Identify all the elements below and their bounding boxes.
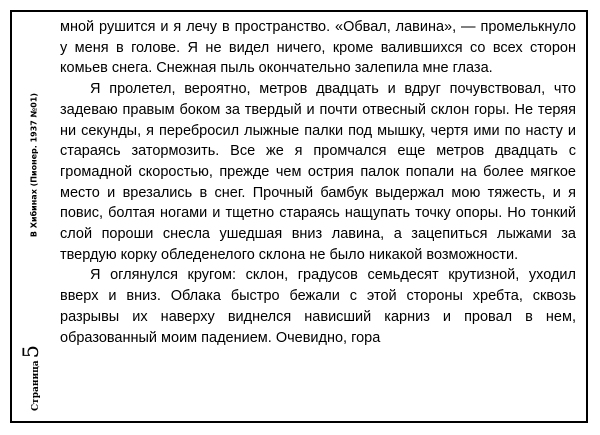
page-frame [10, 10, 588, 423]
page-label [19, 345, 43, 411]
paragraph-continuation: мной рушится и я лечу в пространство. «Обвал, лавина», — промелькнуло у меня в голове. Я не видел ничего, кроме валившихся со всех сторон комьев снега. Снежная пыль окончательно залепила мне глаза. [60, 19, 576, 77]
paragraph: Я оглянулся кругом: склон, градусов семьдесят крутизной, уходил вверх и вниз. Облака быстро бежали с этой стороны хребта, сквозь разрывы их наверху виднелся нависший карниз и провал в нем, образованный моим падением. Очевидно, гора [60, 267, 576, 346]
running-title: В Хибинах (Пионер. 1937 №01) [29, 92, 39, 238]
side-margin [12, 12, 52, 421]
page-number: 5 [19, 345, 43, 359]
paragraph: Я пролетел, вероятно, метров двадцать и вдруг почувствовал, что задеваю правым боком за твердый и почти отвесный склон горы. Не теряя ни секунды, я перебросил лыжные палки под мышку, чертя ими по насту и стараясь затормозить. Все же я промчался еще метров двадцать с громадной скоростью, прежде чем острия палок попали на более мягкое место и врезались в снег. Прочный бамбук выдержал мою тяжесть, и я повис, болтая ногами и тщетно стараясь нащупать точку опоры. Но тонкий слой пороши снесла ушедшая вниз лавина, а зацепиться лыжами за твердую корку обледенелого склона не было никакой возможности. [60, 81, 576, 263]
page-word: Страница [31, 360, 41, 411]
text-body [60, 17, 576, 348]
